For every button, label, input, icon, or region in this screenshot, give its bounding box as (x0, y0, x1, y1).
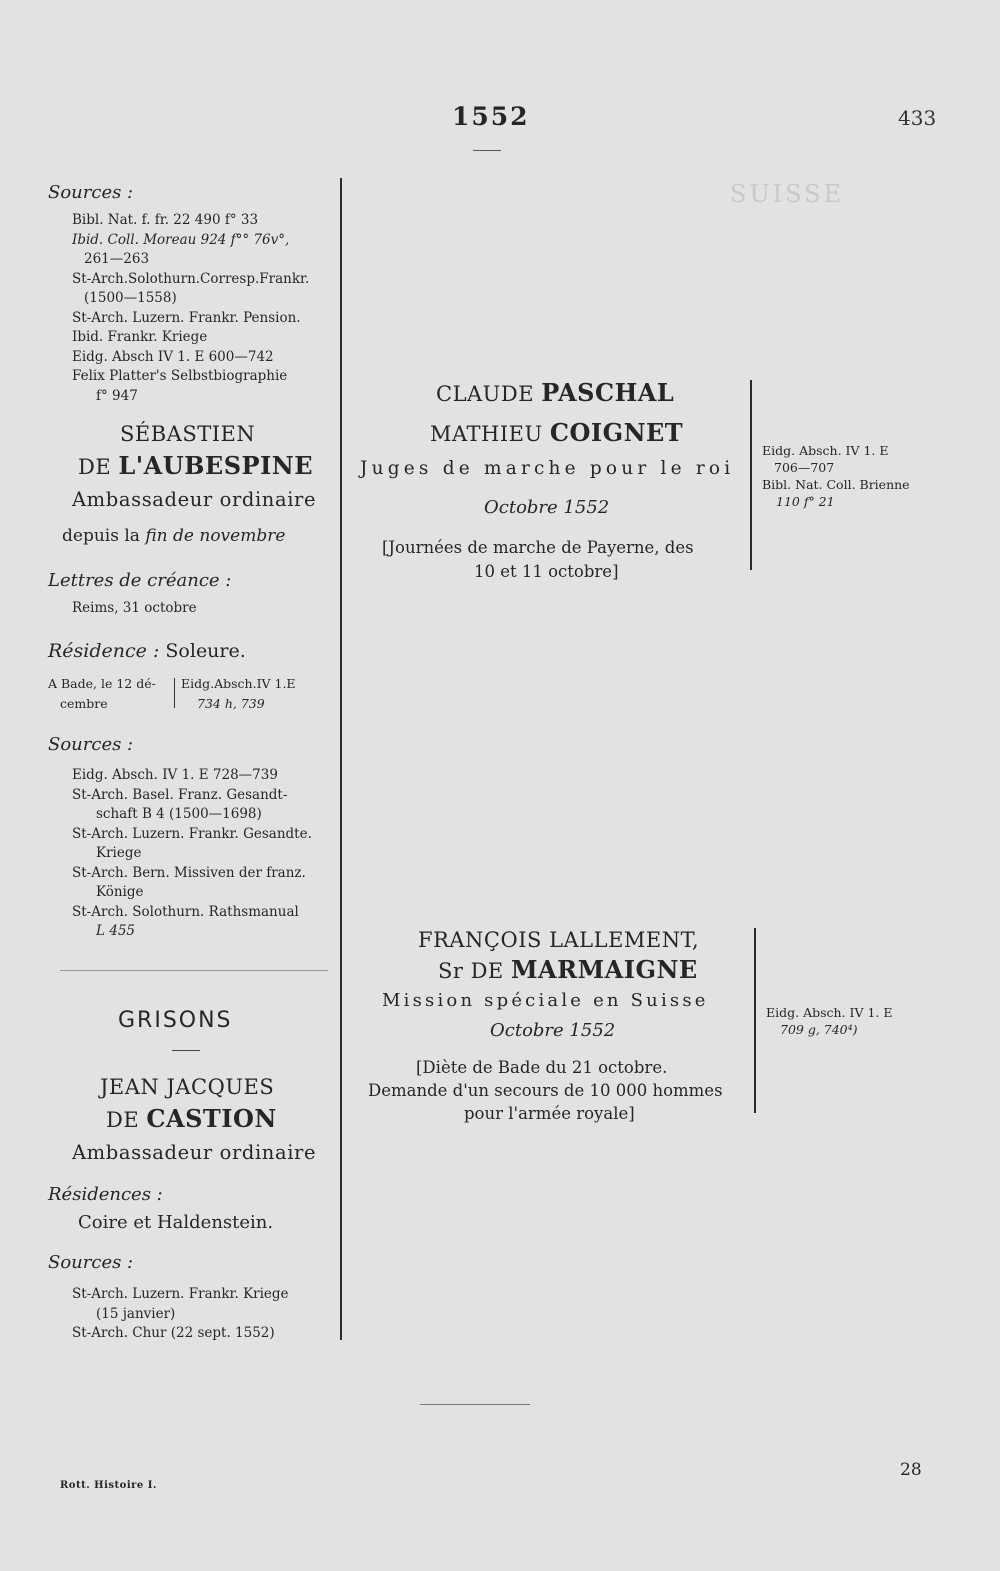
bade-ref: 734 h, 739 (197, 695, 265, 711)
note-line: [Diète de Bade du 21 octobre. (416, 1058, 668, 1077)
person-name-line: FRANÇOIS LALLEMENT, (418, 928, 700, 952)
bade-line: cembre (60, 695, 108, 711)
source-line: 261—263 (84, 251, 150, 267)
ghost-suisse: SUISSE (730, 180, 845, 208)
lettres-heading: Lettres de créance : (48, 570, 232, 591)
source-line: St-Arch. Chur (22 sept. 1552) (72, 1325, 275, 1341)
sources-list (72, 211, 309, 406)
residence-line (48, 640, 246, 662)
source-line: St-Arch.Solothurn.Corresp.Frankr. (72, 270, 310, 287)
mission-title: Juges de marche pour le roi (360, 458, 735, 479)
reference-line: Eidg. Absch. IV 1. E (762, 443, 889, 458)
name-prefix: CLAUDE (436, 382, 542, 406)
name-prefix: DE (106, 1108, 147, 1132)
source-line: Felix Platter's Selbstbiographie (72, 368, 288, 384)
note-line: pour l'armée royale] (464, 1104, 635, 1123)
mission-date: Octobre 1552 (490, 1020, 616, 1041)
person-name (438, 955, 698, 984)
column-divider (340, 178, 342, 1340)
source-line: (15 janvier) (96, 1305, 176, 1322)
reference-line: 110 f° 21 (776, 494, 835, 509)
signature-number: 28 (900, 1460, 922, 1480)
name-prefix: MATHIEU (430, 422, 550, 446)
sources-heading: Sources : (48, 1252, 134, 1273)
source-line: St-Arch. Bern. Missiven der franz. (72, 864, 306, 881)
source-line: f° 947 (96, 387, 138, 404)
note-line: 10 et 11 octobre] (474, 562, 619, 581)
source-line: Bibl. Nat. f. fr. 22 490 f° 33 (72, 212, 259, 228)
source-line: Ibid. Coll. Moreau 924 f°° 76v°, (72, 231, 290, 248)
since-italic: fin de novembre (145, 526, 286, 546)
bracket-line-2 (754, 928, 756, 1113)
name-bold: COIGNET (549, 418, 684, 447)
bracket-line-1 (750, 380, 752, 570)
references (762, 442, 910, 510)
residences-value: Coire et Haldenstein. (78, 1212, 274, 1233)
lettres-value: Reims, 31 octobre (72, 600, 197, 616)
reference-line: Bibl. Nat. Coll. Brienne (762, 477, 910, 492)
source-line: St-Arch. Luzern. Frankr. Pension. (72, 309, 301, 326)
sources-list (72, 766, 312, 942)
reference-line: Eidg. Absch. IV 1. E (766, 1005, 893, 1020)
name-prefix: DE (78, 455, 119, 479)
source-line: St-Arch. Basel. Franz. Gesandt- (72, 786, 288, 803)
person-role: Ambassadeur ordinaire (72, 1141, 317, 1164)
person-name (106, 1104, 277, 1133)
mission-note (368, 1056, 723, 1125)
source-line: Könige (96, 884, 144, 900)
source-line: Kriege (96, 845, 142, 861)
reference-line: 709 g, 740⁴) (780, 1022, 858, 1037)
person-name (78, 451, 313, 480)
person-name-line: JEAN JACQUES (100, 1075, 275, 1099)
source-line: schaft B 4 (1500—1698) (96, 806, 262, 822)
note-line: [Journées de marche de Payerne, des (382, 538, 694, 557)
page-year: 1552 (452, 102, 530, 131)
name-prefix: Sr DE (438, 959, 511, 983)
source-line: L 455 (96, 923, 136, 939)
bade-bracket (174, 678, 175, 708)
person-name (430, 418, 683, 447)
references (766, 1004, 892, 1038)
bade-line: A Bade, le 12 dé- (48, 676, 156, 691)
source-line: Eidg. Absch. IV 1. E 728—739 (72, 767, 278, 783)
note-line: Demande d'un secours de 10 000 hommes (368, 1081, 723, 1100)
page-number: 433 (898, 106, 937, 130)
reference-line: 706—707 (774, 460, 835, 475)
bade-right (181, 674, 296, 713)
source-line: (1500—1558) (84, 290, 177, 306)
source-line: St-Arch. Solothurn. Rathsmanual (72, 903, 299, 920)
bade-ref: Eidg.Absch.IV 1.E (181, 676, 296, 691)
mission-note (382, 536, 694, 584)
residences-heading: Résidences : (48, 1184, 163, 1205)
source-line: Eidg. Absch IV 1. E 600—742 (72, 348, 274, 365)
title-rule (172, 1050, 200, 1051)
source-line: St-Arch. Luzern. Frankr. Gesandte. (72, 825, 312, 842)
since-line (62, 526, 285, 546)
residence-value: Soleure. (165, 640, 246, 662)
residence-label: Résidence : (48, 640, 160, 662)
source-line: St-Arch. Luzern. Frankr. Kriege (72, 1286, 289, 1302)
person-role: Ambassadeur ordinaire (72, 488, 317, 511)
source-line: Ibid. Frankr. Kriege (72, 329, 208, 345)
person-name (436, 378, 674, 407)
section-divider (60, 970, 328, 971)
name-bold: L'AUBESPINE (118, 451, 314, 480)
name-bold: MARMAIGNE (510, 955, 698, 984)
person-name-line: SÉBASTIEN (120, 422, 256, 446)
header-rule (473, 150, 501, 151)
name-bold: CASTION (146, 1104, 277, 1133)
mission-date: Octobre 1552 (484, 497, 610, 518)
bade-left (48, 674, 156, 713)
sources-heading: Sources : (48, 182, 134, 203)
section-title: GRISONS (118, 1008, 233, 1033)
sources-list (72, 1285, 289, 1344)
mission-title: Mission spéciale en Suisse (382, 990, 709, 1011)
sources-heading: Sources : (48, 734, 134, 755)
bottom-rule (420, 1404, 530, 1405)
name-bold: PASCHAL (541, 378, 675, 407)
footer-signature: Rott. Histoire I. (60, 1480, 157, 1491)
since-text: depuis la (62, 526, 146, 546)
